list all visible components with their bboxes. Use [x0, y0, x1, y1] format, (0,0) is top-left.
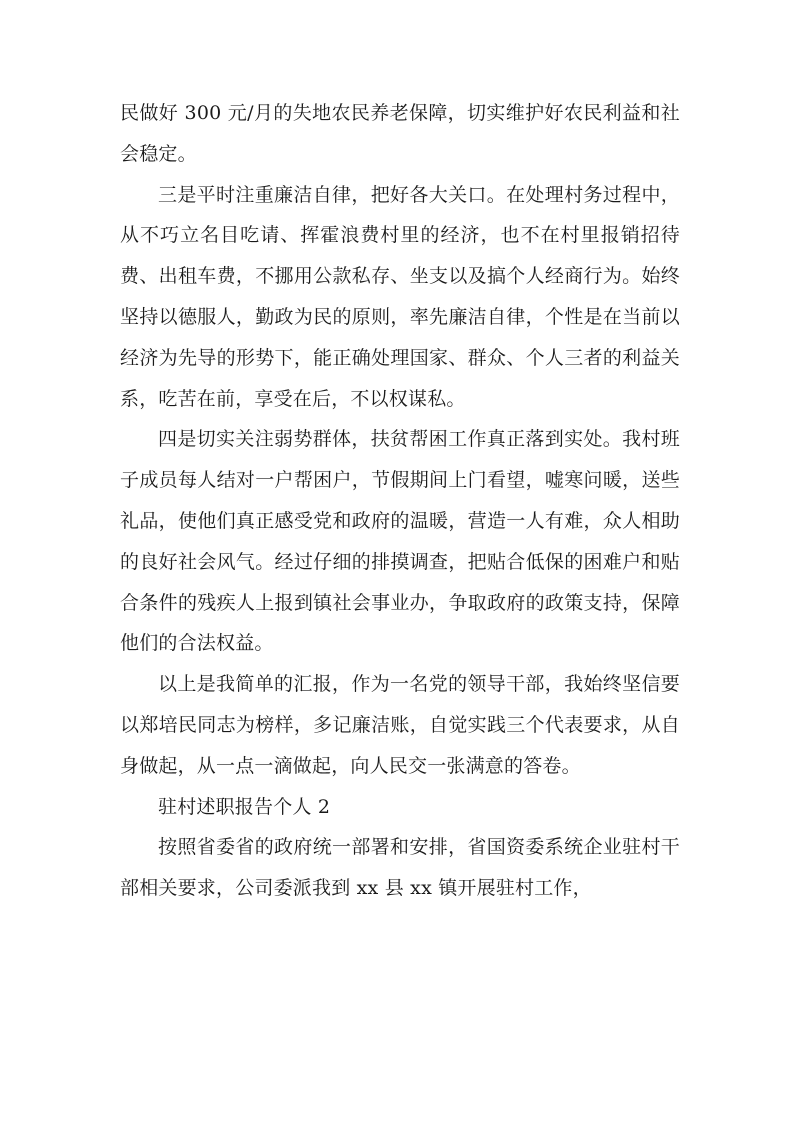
document-body [120, 93, 680, 909]
paragraph-poverty-relief: 四是切实关注弱势群体，扶贫帮困工作真正落到实处。我村班子成员每人结对一户帮困户，节假期间上门看望，嘘寒问暖，送些礼品，使他们真正感受党和政府的温暖，营造一人有难，众人相助的良好社会风气。经过仔细的排摸调查，把贴合低保的困难户和贴合条件的残疾人上报到镇社会事业办，争取政府的政策支持，保障他们的合法权益。 [120, 428, 680, 655]
paragraph-conclusion: 以上是我简单的汇报，作为一名党的领导干部，我始终坚信要以郑培民同志为榜样，多记廉洁账，自觉实践三个代表要求，从自身做起，从一点一滴做起，向人民交一张满意的答卷。 [120, 673, 680, 777]
paragraph-integrity: 三是平时注重廉洁自律，把好各大关口。在处理村务过程中，从不巧立名目吃请、挥霍浪费村里的经济，也不在村里报销招待费、出租车费，不挪用公款私存、坐支以及搞个人经商行为。始终坚持以德服人，勤政为民的原则，率先廉洁自律，个性是在当前以经济为先导的形势下，能正确处理国家、群众、个人三者的利益关系，吃苦在前，享受在后，不以权谋私。 [120, 183, 680, 410]
paragraph-intro: 按照省委省的政府统一部署和安排，省国资委系统企业驻村干部相关要求，公司委派我到 xx 县 xx 镇开展驻村工作， [120, 836, 680, 900]
section-title: 驻村述职报告个人 2 [158, 795, 331, 818]
paragraph-continued: 民做好 300 元/月的失地农民养老保障，切实维护好农民利益和社会稳定。 [120, 102, 680, 165]
